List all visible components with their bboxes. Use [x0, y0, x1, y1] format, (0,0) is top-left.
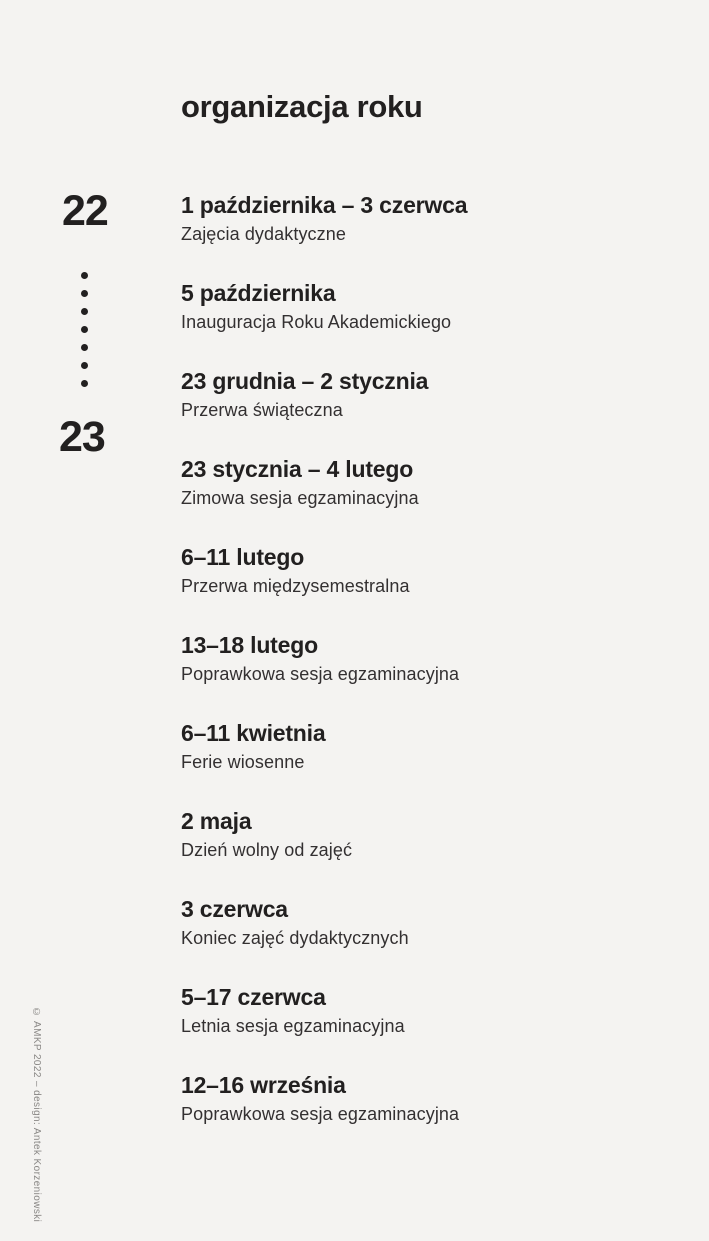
schedule-entry	[181, 632, 651, 687]
schedule-entry	[181, 808, 651, 863]
dot	[81, 308, 88, 315]
entry-label: Zajęcia dydaktyczne	[181, 224, 346, 244]
page-title: organizacja roku	[181, 89, 423, 124]
entry-date: 5 października	[181, 280, 336, 306]
year-start: 22	[62, 187, 108, 235]
schedule-entry	[181, 1072, 651, 1127]
entry-date: 12–16 września	[181, 1072, 346, 1098]
entry-date: 6–11 lutego	[181, 544, 305, 570]
dots-column	[81, 272, 88, 387]
entry-date: 13–18 lutego	[181, 632, 318, 658]
entry-label: Ferie wiosenne	[181, 752, 305, 772]
entry-label: Dzień wolny od zajęć	[181, 840, 353, 860]
entry-label: Przerwa międzysemestralna	[181, 576, 410, 596]
entry-label: Zimowa sesja egzaminacyjna	[181, 488, 419, 508]
dot	[81, 362, 88, 369]
entry-date: 1 października – 3 czerwca	[181, 192, 468, 218]
schedule-entry	[181, 544, 651, 599]
schedule-entry	[181, 896, 651, 951]
schedule-entry	[181, 280, 651, 335]
schedule-entry	[181, 368, 651, 423]
entry-date: 6–11 kwietnia	[181, 720, 326, 746]
entry-label: Inauguracja Roku Akademickiego	[181, 312, 452, 332]
dot	[81, 326, 88, 333]
entry-label: Letnia sesja egzaminacyjna	[181, 1016, 405, 1036]
entry-label: Koniec zajęć dydaktycznych	[181, 928, 409, 948]
entry-date: 23 grudnia – 2 stycznia	[181, 368, 429, 394]
dot	[81, 344, 88, 351]
entry-date: 23 stycznia – 4 lutego	[181, 456, 414, 482]
entry-label: Poprawkowa sesja egzaminacyjna	[181, 1104, 460, 1124]
dot	[81, 380, 88, 387]
schedule-list	[181, 192, 651, 1127]
entry-date: 3 czerwca	[181, 896, 288, 922]
schedule-entry	[181, 456, 651, 511]
design-credit: © AMKP 2022 – design: Antek Korzeniowski	[31, 1007, 42, 1223]
entry-date: 5–17 czerwca	[181, 984, 326, 1010]
entry-date: 2 maja	[181, 808, 252, 834]
dot	[81, 272, 88, 279]
dot	[81, 290, 88, 297]
schedule-entry	[181, 720, 651, 775]
entry-label: Przerwa świąteczna	[181, 400, 343, 420]
entry-label: Poprawkowa sesja egzaminacyjna	[181, 664, 460, 684]
schedule-entry	[181, 984, 651, 1039]
schedule-entry	[181, 192, 651, 247]
year-end: 23	[59, 413, 105, 461]
